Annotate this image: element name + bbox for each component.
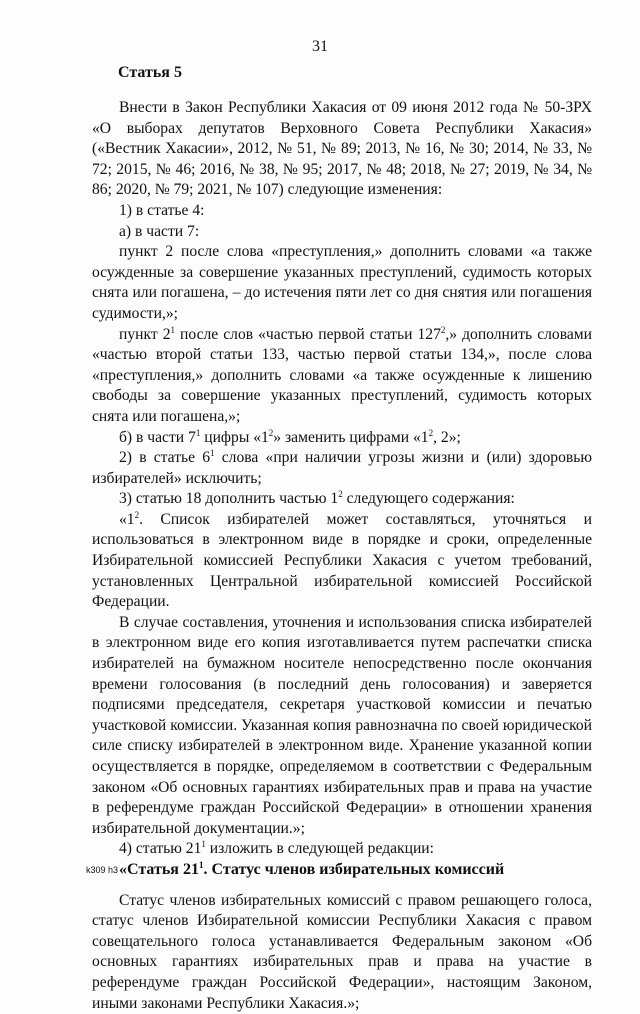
item-1a: а) в части 7: [119, 222, 200, 240]
point-2-1-paragraph: пункт $2^1$ после слов «частью первой статьи $127^2$,» дополнить словами «частью второй статьи 133, частью первой статьи 134,», после слова «преступления,» дополнить словами «а также осужденные к лишению свободы за совершение указанных преступлений, судимость которых снята или погашена,»; [92, 324, 592, 425]
status-paragraph: Статус членов избирательных комиссий с правом решающего голоса, статус членов Избирательной комиссии Республики Хакасия с правом совещательного голоса устанавливается Федеральным законом «Об основных гарантиях избирательных прав и права на участие в референдуме граждан Российской Федерации», настоящим Законом, иными законами Республики Хакасия.»; [92, 891, 592, 1012]
intro-paragraph: Внести в Закон Республики Хакасия от 09 июня 2012 года № 50-ЗРХ «О выборах депутатов Верховного Совета Республики Хакасия» («Вестник Хакасии», 2012, № 51, № 89; 2013, № 16, № 30; 2014, № 33, № 72; 2015, № 46; 2016, № 38, № 95; 2017, № 48; 2018, № 27; 2019, № 34, № 86; 2020, № 79; 2021, № 107) следующие изменения: [92, 99, 592, 199]
electronic-list-paragraph: В случае составления, уточнения и использования списка избирателей в электронном виде его копия изготавливается путем распечатки списка избирателей на бумажном носителе непосредственно после окончания времени голосования (в последний день голосования) и заверяется подписями председателя, секретаря участковой комиссии и печатью участковой комиссии. Указанная копия равнозначна по своей юридической силе списку избирателей в электронном виде. Хранение указанной копии осуществляется в порядке, определяемом в соответствии с Федеральным законом «Об основных гарантиях избирательных прав и права на участие в референдуме граждан Российской Федерации» в отношении хранения избирательной документации.»; [92, 613, 592, 837]
article-21-1-heading: «Статья $21^1$. Статус членов избирательных комиссий [119, 859, 505, 878]
page-number: 31 [312, 38, 328, 55]
footer-code: k309 h3 [86, 865, 119, 875]
article-heading: Статья 5 [118, 64, 182, 81]
point-2-paragraph: пункт 2 после слова «преступления,» дополнить словами «а также осужденные за совершение указанных преступлений, судимость которых снята или погашена, – до истечения пяти лет со дня снятия или погашения судимости,»; [92, 243, 592, 322]
document-body [92, 98, 592, 1014]
item-1: 1) в статье 4: [119, 201, 205, 219]
item-4: 4) статью $21^1$ изложить в следующей редакции: [119, 839, 434, 858]
item-3: 3) статью 18 дополнить частью $1^2$ следующего содержания: [119, 489, 515, 508]
part-1-2-paragraph: «$1^2$. Список избирателей может составляться, уточняться и использоваться в электронном виде в порядке и сроки, определенные Избирательной комиссией Республики Хакасия с учетом требований, установленных Центральной избирательной комиссией Российской Федерации. [92, 509, 592, 611]
item-1b: б) в части $7^1$ цифры «$1^2$» заменить цифрами «$1^2$, 2»; [119, 427, 461, 446]
item-2: 2) в статье $6^1$ слова «при наличии угрозы жизни и (или) здоровью избирателей» исключить; [92, 448, 592, 487]
